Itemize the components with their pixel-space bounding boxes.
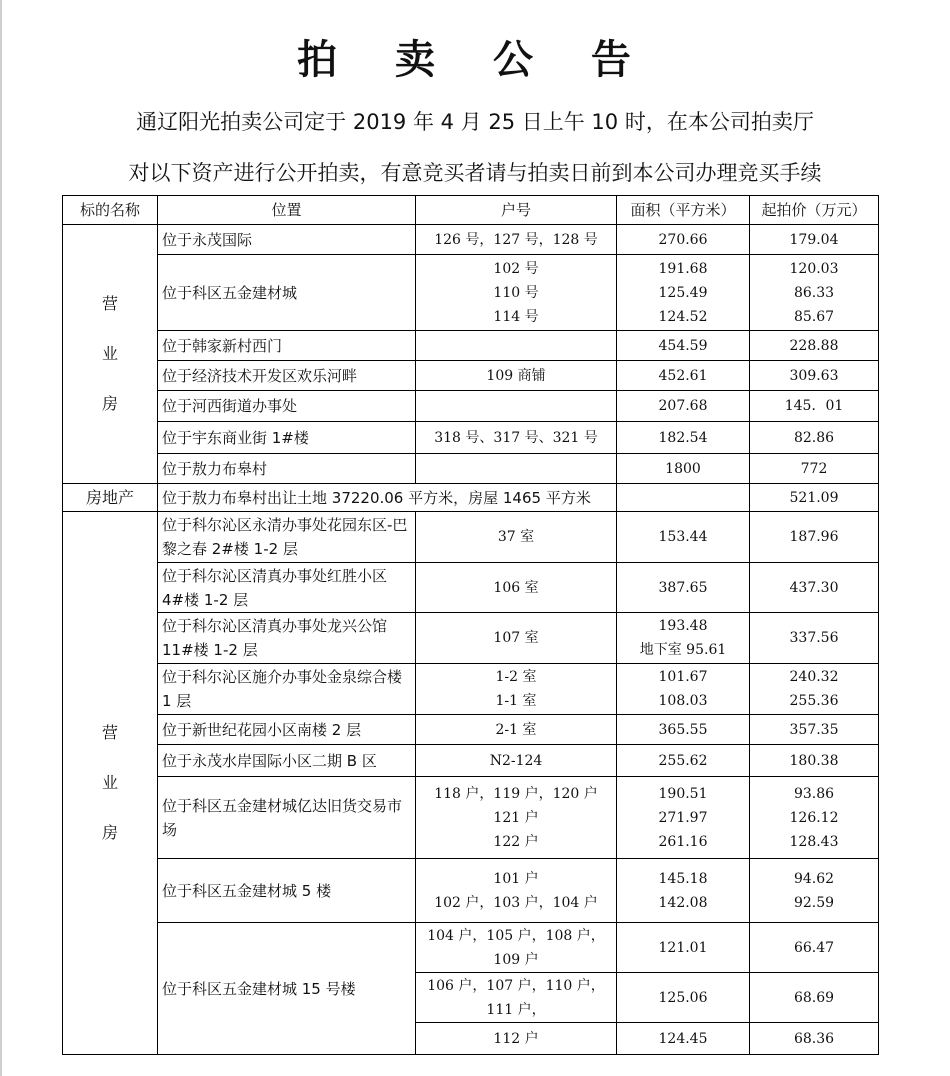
cell-price bbox=[750, 613, 879, 664]
cell-price bbox=[750, 484, 879, 512]
cell-unit bbox=[416, 331, 617, 361]
price-line: 228.88 bbox=[789, 337, 839, 354]
table-row bbox=[63, 361, 879, 391]
cell-area bbox=[617, 973, 750, 1023]
cell-price bbox=[750, 1023, 879, 1055]
unit-line: N2-124 bbox=[489, 752, 543, 769]
cell-price bbox=[750, 715, 879, 745]
unit-line: 122 户 bbox=[493, 833, 539, 850]
unit-line: 126 号，127 号，128 号 bbox=[434, 231, 598, 248]
cell-unit bbox=[416, 422, 617, 454]
category-business-housing-2 bbox=[63, 512, 158, 1055]
unit-line: 106 户，107 户，110 户， bbox=[427, 977, 605, 994]
cell-area bbox=[617, 664, 750, 715]
table-row bbox=[63, 664, 879, 715]
area-line: 121.01 bbox=[658, 939, 708, 956]
area-line: 地下室 95.61 bbox=[639, 642, 727, 658]
table-row bbox=[63, 859, 879, 923]
header-price: 起拍价（万元） bbox=[750, 196, 879, 225]
area-line: 182.54 bbox=[658, 429, 708, 446]
unit-line: 1-2 室 bbox=[495, 669, 537, 685]
unit-line: 101 户 bbox=[493, 870, 539, 887]
unit-line: 114 号 bbox=[493, 308, 539, 325]
price-line: 255.36 bbox=[789, 693, 839, 709]
unit-line: 112 户 bbox=[493, 1030, 539, 1047]
table-row bbox=[63, 255, 879, 331]
area-line: 207.68 bbox=[658, 398, 708, 414]
unit-line: 102 号 bbox=[493, 260, 539, 277]
price-line: 145．01 bbox=[784, 398, 844, 414]
price-line: 92.59 bbox=[793, 894, 835, 911]
price-line: 357.35 bbox=[789, 721, 839, 738]
cell-area bbox=[617, 484, 750, 512]
cell-unit bbox=[416, 973, 617, 1023]
area-line: 145.18 bbox=[658, 870, 708, 887]
cell-area bbox=[617, 715, 750, 745]
area-line: 108.03 bbox=[658, 693, 708, 709]
category-char: 房 bbox=[101, 823, 118, 842]
price-line: 94.62 bbox=[793, 870, 835, 887]
cell-area bbox=[617, 1023, 750, 1055]
area-line: 125.49 bbox=[658, 284, 708, 301]
area-line: 190.51 bbox=[658, 785, 708, 802]
price-line: 437.30 bbox=[789, 579, 839, 596]
area-line: 191.68 bbox=[658, 260, 708, 277]
unit-line: 121 户 bbox=[493, 809, 539, 826]
cell-unit bbox=[416, 255, 617, 331]
header-area: 面积（平方米） bbox=[617, 196, 750, 225]
cell-price bbox=[750, 255, 879, 331]
unit-line: 37 室 bbox=[497, 529, 535, 545]
area-line: 142.08 bbox=[658, 894, 708, 911]
cell-price bbox=[750, 422, 879, 454]
cell-location: 位于科区五金建材城亿达旧货交易市场 bbox=[158, 777, 416, 859]
unit-line: 106 室 bbox=[493, 579, 539, 596]
price-line: 126.12 bbox=[789, 809, 839, 826]
header-unit: 户号 bbox=[416, 196, 617, 225]
cell-area bbox=[617, 454, 750, 484]
unit-line: 118 户，119 户，120 户 bbox=[434, 785, 598, 802]
document-title: 拍 卖 公 告 bbox=[297, 37, 653, 83]
cell-price bbox=[750, 923, 879, 973]
cell-location: 位于河西街道办事处 bbox=[158, 391, 416, 422]
cell-unit bbox=[416, 923, 617, 973]
price-line: 179.04 bbox=[789, 231, 839, 248]
table-row bbox=[63, 225, 879, 255]
cell-location: 位于科尔沁区清真办事处红胜小区 4#楼 1-2 层 bbox=[158, 563, 416, 613]
cell-location: 位于经济技术开发区欢乐河畔 bbox=[158, 361, 416, 391]
table-row bbox=[63, 484, 879, 512]
area-line: 454.59 bbox=[658, 337, 708, 354]
cell-unit bbox=[416, 391, 617, 422]
area-line: 270.66 bbox=[658, 231, 708, 248]
cell-location: 位于永茂国际 bbox=[158, 225, 416, 255]
cell-location: 位于科区五金建材城 5 楼 bbox=[158, 859, 416, 923]
area-line: 387.65 bbox=[658, 579, 708, 596]
table-row bbox=[63, 391, 879, 422]
cell-area bbox=[617, 361, 750, 391]
area-line: 255.62 bbox=[658, 752, 708, 769]
area-line: 261.16 bbox=[658, 833, 708, 850]
cell-area bbox=[617, 613, 750, 664]
category-char: 业 bbox=[101, 344, 118, 363]
price-line: 187.96 bbox=[789, 529, 839, 545]
cell-price bbox=[750, 454, 879, 484]
price-line: 521.09 bbox=[789, 489, 839, 506]
cell-unit bbox=[416, 859, 617, 923]
cell-area bbox=[617, 745, 750, 777]
cell-location: 位于科尔沁区清真办事处龙兴公馆 11#楼 1-2 层 bbox=[158, 613, 416, 664]
cell-location: 位于敖力布皋村 bbox=[158, 454, 416, 484]
area-line: 101.67 bbox=[658, 669, 708, 685]
table-header-row bbox=[63, 196, 879, 225]
cell-area bbox=[617, 225, 750, 255]
price-line: 68.36 bbox=[793, 1030, 835, 1047]
price-line: 66.47 bbox=[793, 939, 835, 956]
unit-line: 107 室 bbox=[493, 630, 539, 646]
cell-location: 位于科区五金建材城 15 号楼 bbox=[158, 923, 416, 1055]
area-line: 1800 bbox=[665, 460, 701, 477]
cell-area bbox=[617, 391, 750, 422]
category-char: 业 bbox=[101, 773, 118, 792]
cell-area bbox=[617, 512, 750, 563]
cell-price bbox=[750, 859, 879, 923]
price-line: 240.32 bbox=[789, 669, 839, 685]
price-line: 128.43 bbox=[789, 833, 839, 850]
cell-unit bbox=[416, 563, 617, 613]
cell-price bbox=[750, 777, 879, 859]
table-row bbox=[63, 923, 879, 973]
cell-unit bbox=[416, 1023, 617, 1055]
price-line: 85.67 bbox=[793, 308, 835, 325]
unit-line: 109 户 bbox=[493, 951, 539, 968]
cell-area bbox=[617, 331, 750, 361]
cell-unit bbox=[416, 613, 617, 664]
cell-price bbox=[750, 973, 879, 1023]
table-row bbox=[63, 512, 879, 563]
cell-location: 位于敖力布皋村出让土地 37220.06 平方米，房屋 1465 平方米 bbox=[158, 484, 617, 512]
cell-location: 位于韩家新村西门 bbox=[158, 331, 416, 361]
cell-area bbox=[617, 563, 750, 613]
category-business-housing-1 bbox=[63, 225, 158, 484]
cell-price bbox=[750, 664, 879, 715]
cell-area bbox=[617, 422, 750, 454]
cell-area bbox=[617, 777, 750, 859]
cell-price bbox=[750, 563, 879, 613]
auction-table bbox=[62, 195, 879, 1055]
cell-price bbox=[750, 745, 879, 777]
price-line: 68.69 bbox=[793, 989, 835, 1006]
cell-unit bbox=[416, 777, 617, 859]
price-line: 93.86 bbox=[793, 785, 835, 802]
price-line: 180.38 bbox=[789, 752, 839, 769]
cell-unit bbox=[416, 512, 617, 563]
unit-line: 318 号、317 号、321 号 bbox=[434, 429, 598, 446]
price-line: 86.33 bbox=[793, 284, 835, 301]
area-line: 124.52 bbox=[658, 308, 708, 325]
cell-location: 位于新世纪花园小区南楼 2 层 bbox=[158, 715, 416, 745]
cell-location: 位于科区五金建材城 bbox=[158, 255, 416, 331]
category-char: 营 bbox=[101, 723, 118, 742]
table-row bbox=[63, 777, 879, 859]
price-line: 82.86 bbox=[793, 429, 835, 446]
cell-unit bbox=[416, 664, 617, 715]
cell-price bbox=[750, 361, 879, 391]
category-char: 营 bbox=[101, 294, 118, 313]
table-row bbox=[63, 331, 879, 361]
unit-line: 109 商铺 bbox=[486, 367, 546, 384]
cell-price bbox=[750, 391, 879, 422]
cell-unit bbox=[416, 745, 617, 777]
cell-unit bbox=[416, 454, 617, 484]
cell-area bbox=[617, 859, 750, 923]
cell-location: 位于宇东商业街 1#楼 bbox=[158, 422, 416, 454]
unit-line: 2-1 室 bbox=[495, 721, 537, 738]
header-name: 标的名称 bbox=[63, 196, 158, 225]
cell-unit bbox=[416, 715, 617, 745]
intro-line-1: 通辽阳光拍卖公司定于 2019 年 4 月 25 日上午 10 时，在本公司拍卖厅 bbox=[136, 110, 814, 134]
unit-line: 102 户，103 户，104 户 bbox=[434, 894, 598, 911]
cell-area bbox=[617, 923, 750, 973]
table-row bbox=[63, 563, 879, 613]
unit-line: 104 户，105 户，108 户， bbox=[427, 927, 605, 944]
table-row bbox=[63, 745, 879, 777]
table-row bbox=[63, 454, 879, 484]
area-line: 365.55 bbox=[658, 721, 708, 738]
price-line: 309.63 bbox=[789, 367, 839, 384]
cell-unit bbox=[416, 361, 617, 391]
price-line: 120.03 bbox=[789, 260, 839, 277]
cell-price bbox=[750, 225, 879, 255]
header-location: 位置 bbox=[158, 196, 416, 225]
price-line: 772 bbox=[800, 460, 828, 477]
unit-line: 1-1 室 bbox=[495, 693, 537, 709]
area-line: 452.61 bbox=[658, 367, 708, 384]
cell-unit bbox=[416, 225, 617, 255]
table-row bbox=[63, 422, 879, 454]
category-char: 房 bbox=[101, 394, 118, 413]
cell-location: 位于科尔沁区永清办事处花园东区-巴黎之春 2#楼 1-2 层 bbox=[158, 512, 416, 563]
table-row bbox=[63, 715, 879, 745]
area-line: 124.45 bbox=[658, 1030, 708, 1047]
price-line: 337.56 bbox=[789, 630, 839, 646]
area-line: 125.06 bbox=[658, 989, 708, 1006]
cell-location: 位于科尔沁区施介办事处金泉综合楼 1 层 bbox=[158, 664, 416, 715]
area-line: 193.48 bbox=[658, 618, 708, 634]
unit-line: 111 户， bbox=[486, 1001, 546, 1018]
cell-price bbox=[750, 512, 879, 563]
table-row bbox=[63, 613, 879, 664]
area-line: 153.44 bbox=[658, 529, 708, 545]
cell-price bbox=[750, 331, 879, 361]
unit-line: 110 号 bbox=[493, 284, 539, 301]
cell-location: 位于永茂水岸国际小区二期 B 区 bbox=[158, 745, 416, 777]
cell-area bbox=[617, 255, 750, 331]
intro-line-2: 对以下资产进行公开拍卖，有意竞买者请与拍卖日前到本公司办理竞买手续 bbox=[128, 161, 822, 185]
area-line: 271.97 bbox=[658, 809, 708, 826]
category-real-estate: 房地产 bbox=[63, 484, 158, 512]
